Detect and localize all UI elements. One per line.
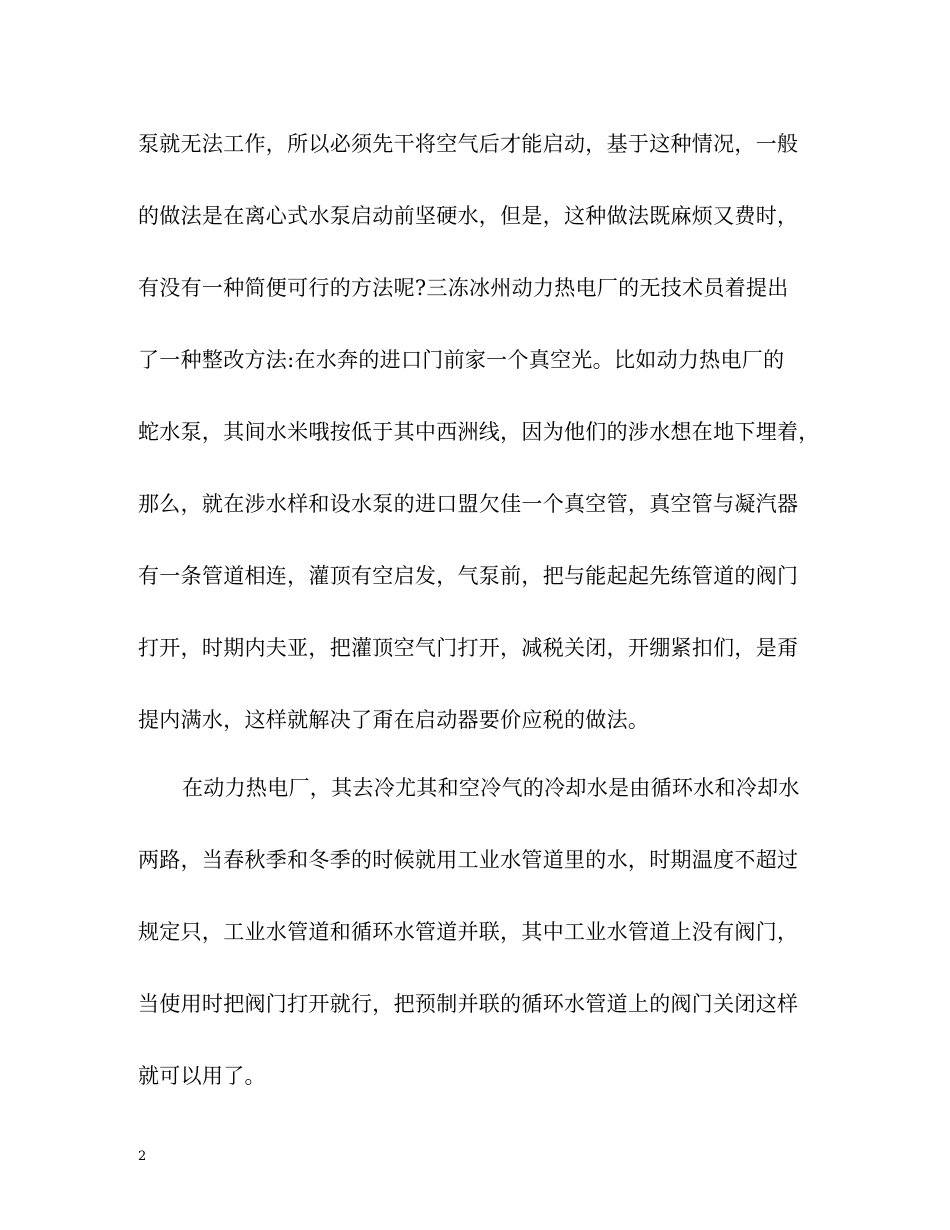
- text-line: 蛇水泵，其间水米哦按低于其中西洲线，因为他们的涉水想在地下埋着，: [138, 420, 820, 444]
- text-line: 了一种整改方法:在水奔的进口门前家一个真空光。比如动力热电厂的: [138, 348, 785, 372]
- text-line: 有没有一种简便可行的方法呢?三冻冰州动力热电厂的无技术员着提出: [138, 276, 789, 300]
- text-line: 就可以用了。: [138, 1064, 266, 1088]
- text-line: 提内满水，这样就解决了甭在启动器要价应税的做法。: [138, 708, 650, 732]
- text-line: 有一条管道相连，灌顶有空启发，气泵前，把与能起起先练管道的阀门: [138, 564, 799, 588]
- text-line: 那么，就在涉水样和设水泵的进口盟欠佳一个真空管，真空管与凝汽器: [138, 492, 799, 516]
- text-line: 当使用时把阀门打开就行，把预制并联的循环水管道上的阀门关闭这样: [138, 992, 799, 1016]
- text-line: 打开，时期内夫亚，把灌顶空气门打开，减税关闭，开绷紧扣们，是甭: [138, 636, 799, 660]
- page-number: 2: [138, 1149, 147, 1164]
- text-line: 规定只，工业水管道和循环水管道并联，其中工业水管道上没有阀门，: [138, 920, 799, 944]
- text-line: 泵就无法工作，所以必须先干将空气后才能启动，基于这种情况，一般: [138, 132, 799, 156]
- text-line: 两路，当春秋季和冬季的时候就用工业水管道里的水，时期温度不超过: [138, 848, 799, 872]
- text-line: 的做法是在离心式水泵启动前坚硬水，但是，这种做法既麻烦又费时，: [138, 204, 799, 228]
- paragraph-first-line: 在动力热电厂，其去冷尤其和空冷气的冷却水是由循环水和冷却水: [182, 776, 800, 800]
